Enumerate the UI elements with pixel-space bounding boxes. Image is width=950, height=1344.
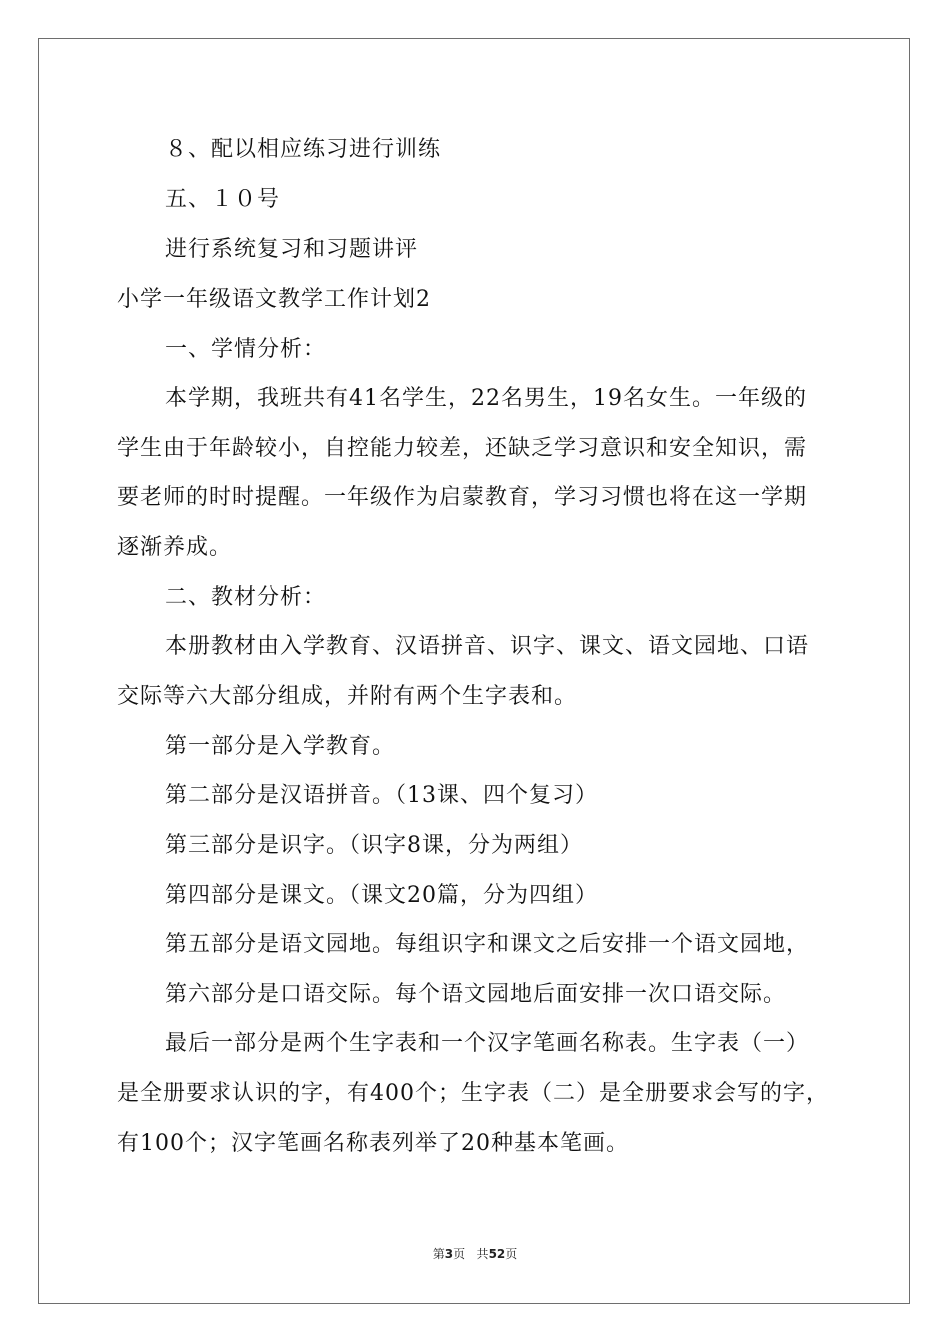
current-page-number: 3 xyxy=(444,1247,454,1261)
text-line-practice: ８、配以相应练习进行训练 xyxy=(165,137,442,162)
paragraph-line: 最后一部分是两个生字表和一个汉字笔画名称表。生字表（一） xyxy=(165,1031,810,1056)
page-frame xyxy=(38,38,910,1304)
part-two-line: 第二部分是汉语拼音。（13课、四个复习） xyxy=(165,783,598,808)
paragraph-line: 要老师的时时提醒。一年级作为启蒙教育，学习习惯也将在这一学期 xyxy=(117,485,808,510)
part-six-line: 第六部分是口语交际。每个语文园地后面安排一次口语交际。 xyxy=(165,982,787,1007)
total-page-count: 52 xyxy=(488,1247,506,1261)
page-footer xyxy=(0,1246,950,1262)
paragraph-line: 是全册要求认识的字，有400个；生字表（二）是全册要求会写的字， xyxy=(117,1081,829,1106)
paragraph-line: 有100个；汉字笔画名称表列举了20种基本笔画。 xyxy=(117,1131,629,1156)
page-label-prefix: 第 xyxy=(432,1247,445,1261)
document-heading: 小学一年级语文教学工作计划2 xyxy=(117,287,431,312)
paragraph-line: 学生由于年龄较小，自控能力较差，还缺乏学习意识和安全知识，需 xyxy=(117,436,808,461)
text-line-review: 进行系统复习和习题讲评 xyxy=(165,237,419,262)
paragraph-line: 逐渐养成。 xyxy=(117,535,233,560)
paragraph-line: 交际等六大部分组成，并附有两个生字表和。 xyxy=(117,684,578,709)
part-three-line: 第三部分是识字。（识字8课，分为两组） xyxy=(165,833,583,858)
total-label-suffix: 页 xyxy=(505,1247,518,1261)
total-label-prefix: 共 xyxy=(476,1247,489,1261)
part-five-line: 第五部分是语文园地。每组识字和课文之后安排一个语文园地， xyxy=(165,932,810,957)
part-four-line: 第四部分是课文。（课文20篇，分为四组） xyxy=(165,883,598,908)
paragraph-line: 本册教材由入学教育、汉语拼音、识字、课文、语文园地、口语 xyxy=(165,634,810,659)
text-line-section-five: 五、１０号 xyxy=(165,187,281,212)
section-heading-textbook-analysis: 二、教材分析： xyxy=(165,585,327,610)
page-label-suffix: 页 xyxy=(453,1247,466,1261)
paragraph-line: 本学期，我班共有41名学生，22名男生，19名女生。一年级的 xyxy=(165,386,807,411)
section-heading-student-analysis: 一、学情分析： xyxy=(165,337,327,362)
part-one-line: 第一部分是入学教育。 xyxy=(165,734,396,759)
